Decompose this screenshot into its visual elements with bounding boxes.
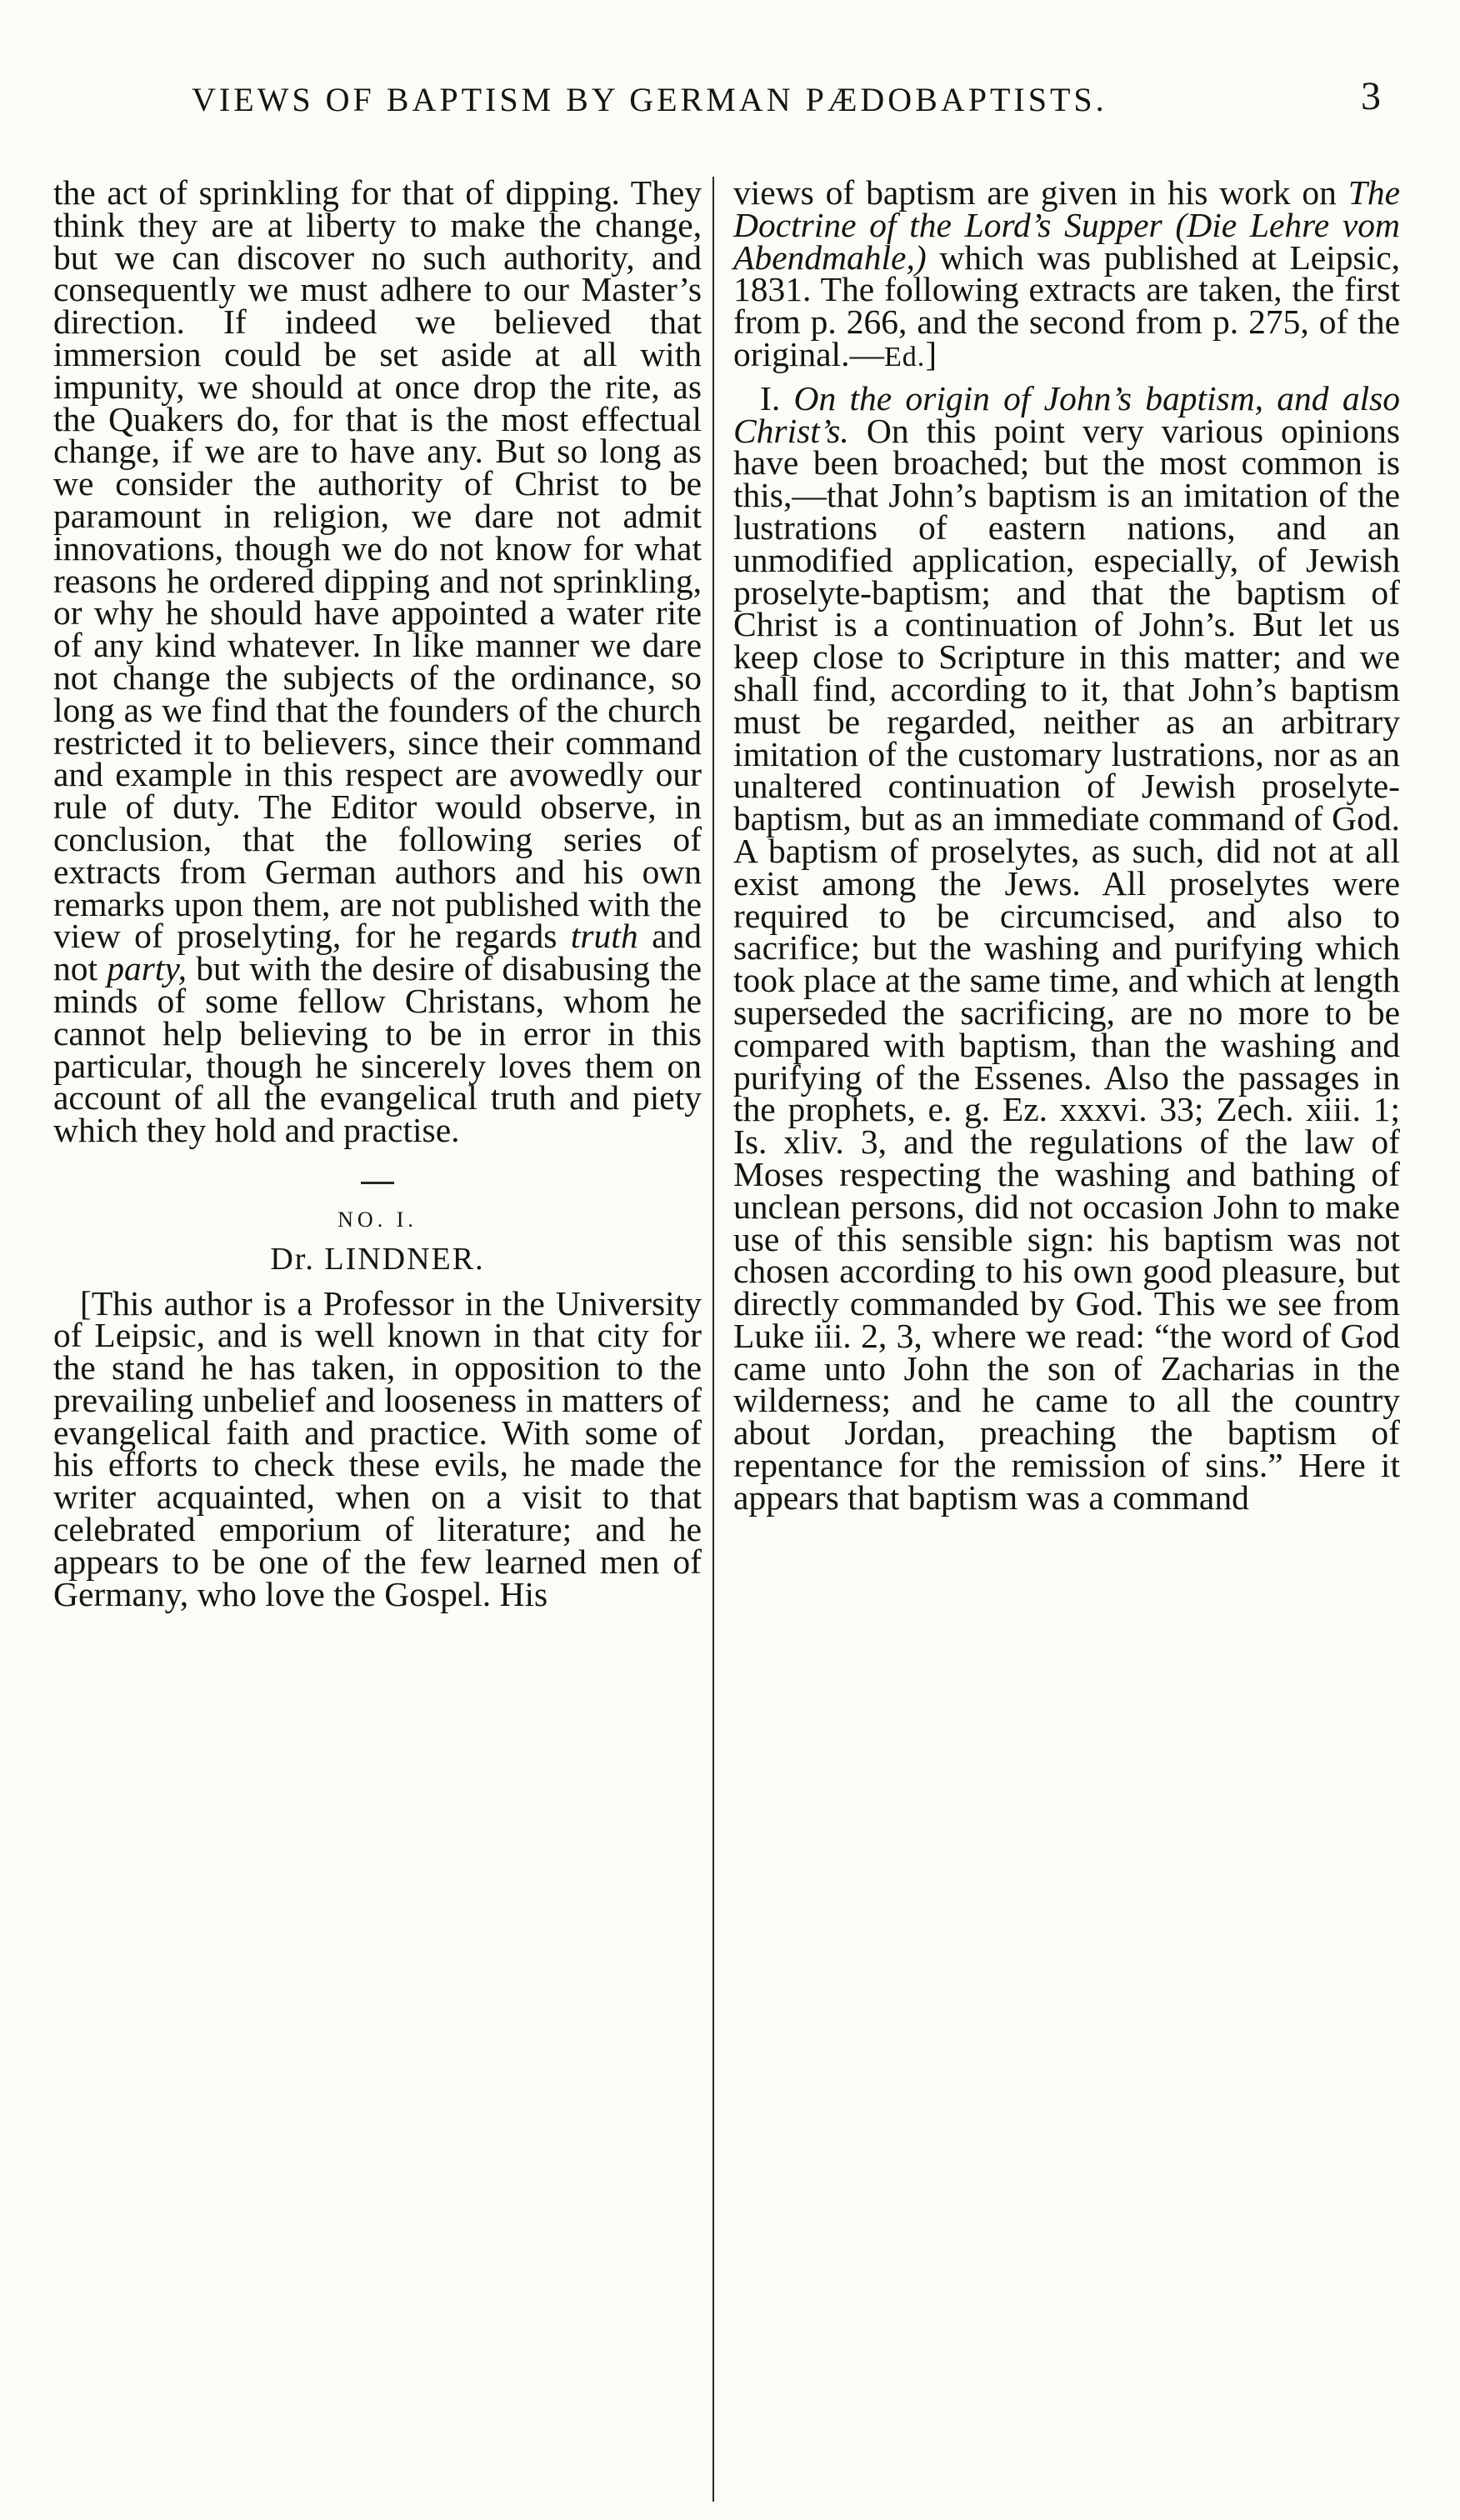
extract-number: I. [760, 378, 794, 418]
editor-note-paragraph: [This author is a Professor in the University of Leipsic, and is well known in that city for the stand he has taken, in opposition to the prevailing unbelief and looseness in matters of evangelical faith and practice. With some of his efforts to check these evils, he made the writer acquainted, when on a visit to that celebrated emporium of literature; and he appears to be one of the few learned men of Germany, who love the Gospel. His [53, 1283, 702, 1613]
intro-paragraph [53, 173, 702, 1150]
intro-text-c: but with the desire of disabusing the minds of some fellow Christans, whom he cannot help believing to be in error in this particular, though he sincerely loves them on account of all the evangelical truth and piety which they hold and practise. [53, 949, 702, 1150]
intro-text-a: the act of sprinkling for that of dipping. They think they are at liberty to make the change, but we can discover no such authority, and consequently we must adhere to our Master’s direction. If indeed we believed that immersion could be set aside at all with impunity, we should at once drop the rite, as the Quakers do, for that is the most effectual change, if we are to have any. But so long as we consider the authority of Christ to be paramount in religion, we dare not admit innovations, though we do not know for what reasons he ordered dipping and not sprinkling, or why he should have appointed a water rite of any kind whatever. In like manner we dare not change the subjects of the ordinance, so long as we find that the founders of the church restricted it to believers, since their command and example in this respect are avowedly our rule of duty. The Editor would observe, in conclusion, that the following series of extracts from German authors and his own remarks upon them, are not published with the view of proselyting, for he regards [53, 173, 702, 956]
running-head: VIEWS OF BAPTISM BY GERMAN PÆDOBAPTISTS. [192, 81, 1108, 118]
right-column [733, 173, 1400, 1517]
section-number: NO. I. [338, 1207, 418, 1232]
section-title: Dr. LINDNER. [270, 1241, 485, 1277]
page-number: 3 [1361, 74, 1381, 118]
section-divider [361, 1182, 394, 1184]
book-title: The Doctrine of the Lord’s Supper (Die Lehre vom Abendmahle,) [733, 173, 1400, 277]
left-column [53, 173, 702, 1613]
intro-text-b: and not [53, 917, 702, 988]
extract-heading: On the origin of John’s baptism, and also Christ’s. [733, 378, 1400, 450]
intro-emphasis-truth: truth [570, 917, 638, 956]
editor-abbrev: Ed. [883, 341, 926, 372]
intro-emphasis-party: party, [107, 949, 187, 988]
editor-note-continued [733, 173, 1400, 374]
column-rule [712, 177, 714, 2502]
extract-one-paragraph [733, 378, 1400, 1517]
note-close-bracket: ] [925, 334, 938, 373]
extract-text: On this point very various opinions have been broached; but the most common is this,—that John’s baptism is an imitation of the lustrations of eastern nations, and an unmodified application, especially, of Jewish proselyte-baptism; and that the baptism of Christ is a continuation of John’s. But let us keep close to Scripture in this matter; and we shall find, according to it, that John’s baptism must be regarded, neither as an arbitrary imitation of the customary lustrations, nor as an unaltered continuation of Jewish proselyte-baptism, but as an immediate command of God. A baptism of proselytes, as such, did not at all exist among the Jews. All proselytes were required to be circumcised, and also to sacrifice; but the washing and purifying which took place at the same time, and which at length superseded the sacrificing, are no more to be compared with baptism, than the washing and purifying of the Essenes. Also the passages in the prophets, e. g. Ez. xxxvi. 33; Zech. xiii. 1; Is. xliv. 3, and the regulations of the law of Moses respecting the washing and bathing of unclean persons, did not occasion John to make use of this sensible sign: his baptism was not chosen according to his own good pleasure, but directly commanded by God. This we see from Luke iii. 2, 3, where we read: “the word of God came unto John the son of Zacharias in the wilderness; and he came to all the country about Jordan, preaching the baptism of repentance for the remission of sins.” Here it appears that baptism was a command [733, 411, 1400, 1517]
note-text-a: views of baptism are given in his work on [733, 173, 1348, 212]
note-text-b: which was published at Leipsic, 1831. The following extracts are taken, the first from p. 266, and the second from p. 275, of the original.— [733, 238, 1400, 373]
